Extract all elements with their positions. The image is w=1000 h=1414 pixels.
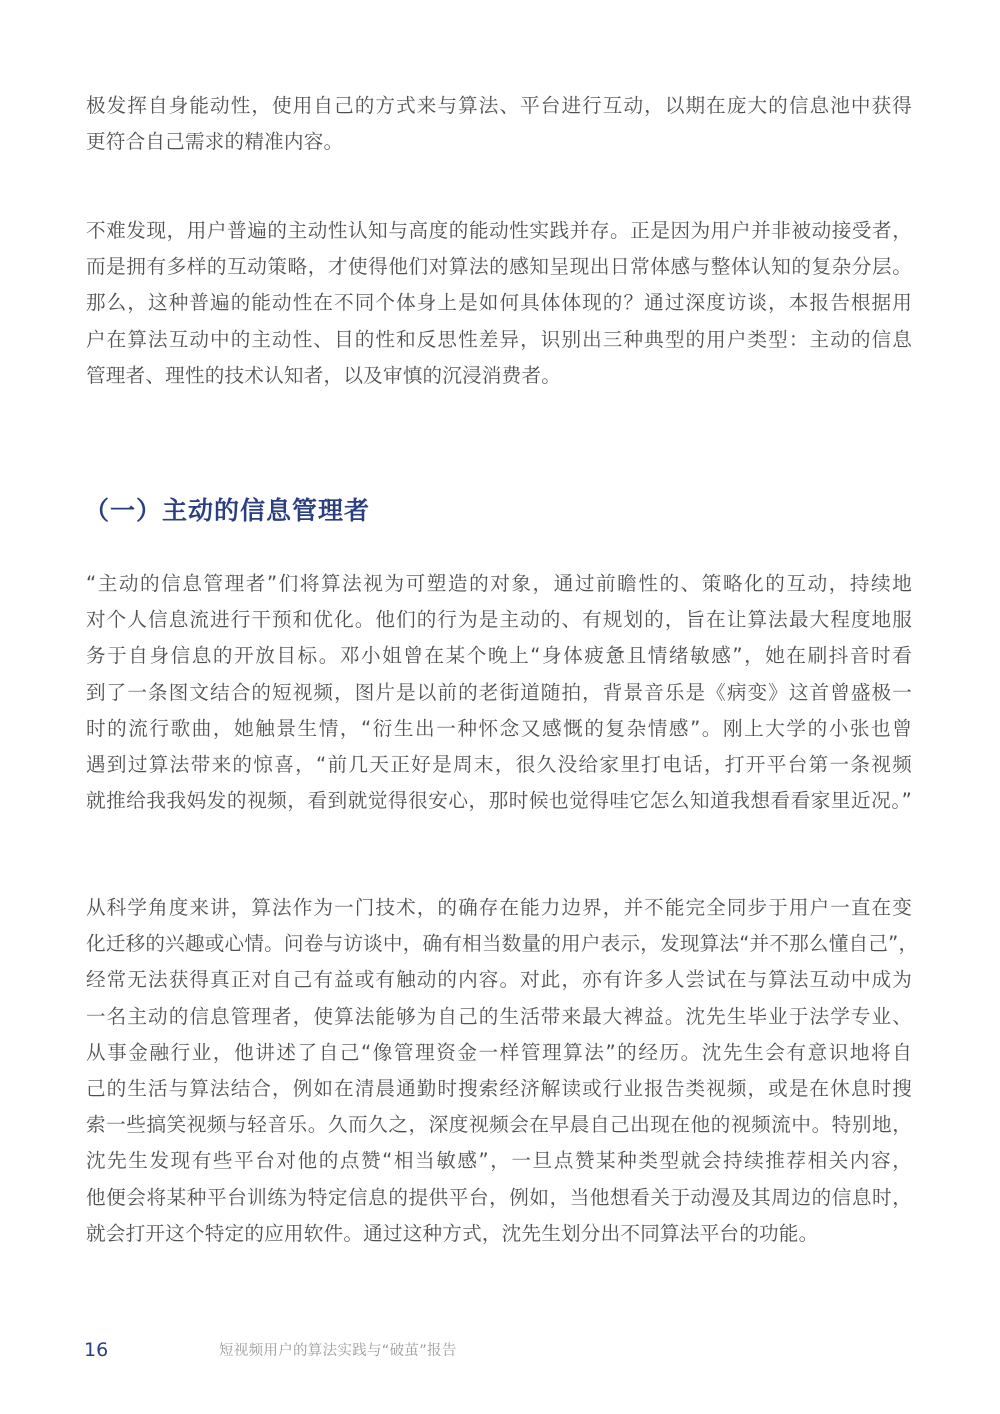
text-line: 经常无法获得真正对自己有益或有触动的内容。对此，亦有许多人尝试在与算法互动中成为	[86, 968, 912, 992]
text-line: 务于自身信息的开放目标。邓小姐曾在某个晚上“身体疲惫且情绪敏感”，她在刷抖音时看	[86, 644, 912, 668]
footer-report-title: 短视频用户的算法实践与“破茧”报告	[219, 1343, 457, 1359]
text-line: 己的生活与算法结合，例如在清晨通勤时搜索经济解读或行业报告类视频，或是在休息时搜	[86, 1077, 912, 1101]
text-line: 对个人信息流进行干预和优化。他们的行为是主动的、有规划的，旨在让算法最大程度地服	[86, 608, 912, 632]
text-line: 时的流行歌曲，她触景生情，“衍生出一种怀念又感慨的复杂情感”。刚上大学的小张也曾	[86, 716, 912, 740]
text-line: 一名主动的信息管理者，使算法能够为自己的生活带来最大裨益。沈先生毕业于法学专业、	[86, 1004, 912, 1028]
text-line: 而是拥有多样的互动策略，才使得他们对算法的感知呈现出日常体感与整体认知的复杂分层。	[86, 255, 912, 279]
paragraph-intro-continued	[86, 88, 912, 160]
text-line: 化迁移的兴趣或心情。问卷与访谈中，确有相当数量的用户表示，发现算法“并不那么懂自己”，	[86, 932, 919, 956]
text-line: 那么，这种普遍的能动性在不同个体身上是如何具体体现的？通过深度访谈，本报告根据用	[86, 291, 912, 315]
text-line: “主动的信息管理者”们将算法视为可塑造的对象，通过前瞻性的、策略化的互动，持续地	[86, 572, 912, 595]
text-line: 就推给我我妈发的视频，看到就觉得很安心，那时候也觉得哇它怎么知道我想看看家里近况。”	[86, 789, 912, 813]
section-heading: （一）主动的信息管理者	[84, 496, 371, 525]
text-line: 从科学角度来讲，算法作为一门技术，的确存在能力边界，并不能完全同步于用户一直在变	[86, 896, 912, 919]
text-line: 沈先生发现有些平台对他的点赞“相当敏感”，一旦点赞某种类型就会持续推荐相关内容，	[86, 1149, 912, 1173]
text-line: 到了一条图文结合的短视频，图片是以前的老街道随拍，背景音乐是《病变》这首曾盛极一	[86, 680, 912, 704]
paragraph-active-manager-definition	[86, 566, 912, 819]
page-number: 16	[84, 1339, 109, 1361]
text-line: 管理者、理性的技术认知者，以及审慎的沉浸消费者。	[86, 363, 562, 387]
text-line: 索一些搞笑视频与轻音乐。久而久之，深度视频会在早晨自己出现在他的视频流中。特别地，	[86, 1113, 912, 1137]
text-line: 更符合自己需求的精准内容。	[86, 130, 344, 154]
text-line: 户在算法互动中的主动性、目的性和反思性差异，识别出三种典型的用户类型：主动的信息	[86, 327, 912, 351]
text-line: 他便会将某种平台训练为特定信息的提供平台，例如，当他想看关于动漫及其周边的信息时，	[86, 1185, 912, 1209]
text-line: 就会打开这个特定的应用软件。通过这种方式，沈先生划分出不同算法平台的功能。	[86, 1221, 819, 1245]
paragraph-user-types	[86, 213, 912, 394]
paragraph-mr-shen-case	[86, 890, 919, 1252]
text-line: 从事金融行业，他讲述了自己“像管理资金一样管理算法”的经历。沈先生会有意识地将自	[86, 1040, 912, 1064]
text-line: 遇到过算法带来的惊喜，“前几天正好是周末，很久没给家里打电话，打开平台第一条视频	[86, 753, 912, 777]
text-line: 不难发现，用户普遍的主动性认知与高度的能动性实践并存。正是因为用户并非被动接受者，	[86, 219, 912, 242]
text-line: 极发挥自身能动性，使用自己的方式来与算法、平台进行互动，以期在庞大的信息池中获得	[86, 94, 912, 117]
